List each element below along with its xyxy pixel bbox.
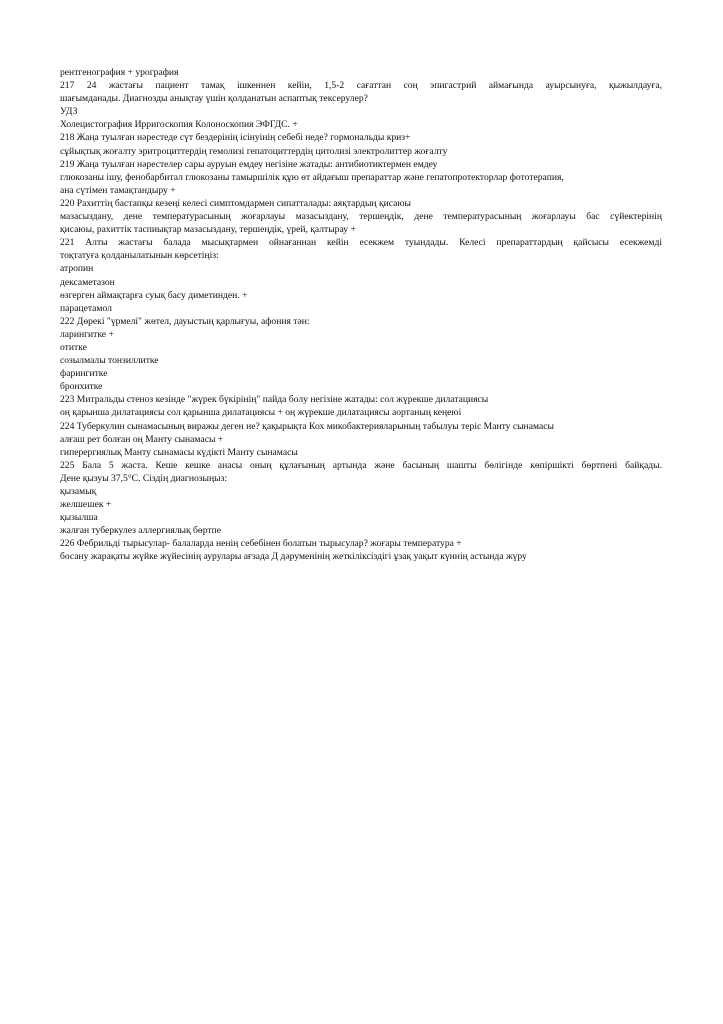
document-line: фарингитке: [60, 368, 108, 380]
document-page: [60, 66, 662, 564]
document-line: 224 Туберкулин сынамасының виражы деген не? қақырықта Кох микобактерияларының табылуы теріс Манту сынамасы: [60, 420, 554, 432]
document-line: атропин: [60, 263, 94, 275]
document-line: 217 24 жастағы пациент тамақ ішкеннен кейін, 1,5-2 сағаттан соң эпигастрий аймағында ауырсынуға, қыжылдауға,: [60, 80, 662, 92]
document-line: оң қарыншa дилатациясы сол қарынша дилатациясы + оң жүрекше дилатациясы аортаның кеңеюі: [60, 407, 462, 419]
document-line: отитке: [60, 341, 87, 353]
document-line: мазасыздану, дене температурасының жоғарлауы мазасыздану, тершеңдік, дене температурасының жоғарлауы бас сүйектерінің: [60, 211, 662, 223]
document-line: 220 Рахиттің бастапқы кезеңі келесі симптомдармен сипатталады: аяқтардың қисаюы: [60, 197, 411, 209]
document-line: глюкозаны ішу, фенобарбитал глюкозаны тамыршілік құю өт айдағыш препараттар және гепатопротекторлар фототерапия,: [60, 171, 564, 183]
document-line: босану жарақаты жүйке жүйесінің аурулары ағзада Д дәруменінің жеткіліксіздігі ұзақ уақыт күннің астында жүру: [60, 551, 527, 563]
document-line: ларингитке +: [60, 328, 114, 340]
document-line: 223 Митральды стеноз кезінде "жүрек бүкірінің" пайда болу негізіне жатады: сол жүрекше дилатациясы: [60, 394, 489, 406]
document-line: созылмалы тонзиллитке: [60, 355, 159, 367]
document-line: қызылша: [60, 512, 98, 524]
document-line: жалған туберкулез аллергиялық бөртпе: [60, 525, 221, 537]
document-line: Дене қызуы 37,5°С. Сіздің диагнозыңыз:: [60, 472, 228, 484]
document-line: ана сүтімен тамақтандыру +: [60, 184, 176, 196]
document-line: парацетамол: [60, 302, 112, 314]
document-line: қызамық: [60, 486, 97, 497]
document-line: бронхитке: [60, 381, 103, 393]
document-line: дексаметазон: [60, 276, 115, 288]
document-line: гиперергиялық Манту сынамасы күдікті Манту сынамасы: [60, 446, 298, 458]
document-line: қисаюы, рахиттік таспиықтар мазасыздану, тершеңдік, үрей, қалтырау +: [60, 224, 356, 236]
document-line: 225 Бала 5 жаста. Кеше кешке анасы оның құлағының артында және басының шашты бөлігінде көпіршікті бөртпені байқады.: [60, 459, 662, 471]
document-line: тоқтатуға қолданылатынын көрсетіңіз:: [60, 250, 219, 262]
document-line: 221 Алты жастағы балада мысықтармен ойнағаннан кейін есекжем туындады. Келесі препараттардың қайсысы есекжемді: [60, 237, 662, 249]
document-line: 226 Фебрильді тырысулар- балаларда ненің себебінен болатын тырысулар? жоғары температура +: [60, 538, 462, 550]
document-line: 222 Дөрекі "үрмелі" жөтел, дауыстың қарлығуы, афония тән:: [60, 315, 310, 327]
document-line: УДЗ: [60, 106, 78, 118]
document-line: 218 Жаңа туылған нәрестеде сүт бездерінің ісінуінің себебі неде? гормональды криз+: [60, 132, 411, 144]
document-line: 219 Жаңа туылған нәрестелер сары ауруын емдеу негізіне жатады: антибиотиктермен емдеу: [60, 158, 438, 170]
document-line: алғаш рет болған оң Манту сынамасы +: [60, 433, 224, 445]
document-line: өзгерген аймақтарға суық басу диметинден. +: [60, 289, 248, 301]
document-line: рентгенография + урография: [60, 67, 179, 78]
document-line: сұйықтық жоғалту эритроциттердің гемолизі гепатоциттердің цитолизі электролиттер жоғалту: [60, 145, 448, 157]
document-line: желшешек +: [60, 499, 112, 511]
document-line: Холецистография Ирригоскопия Колоноскопия ЭФГДС. +: [60, 119, 298, 131]
document-line: шағымданады. Диагнозды анықтау үшін қолданатын аспаптық тексерулер?: [60, 93, 368, 105]
